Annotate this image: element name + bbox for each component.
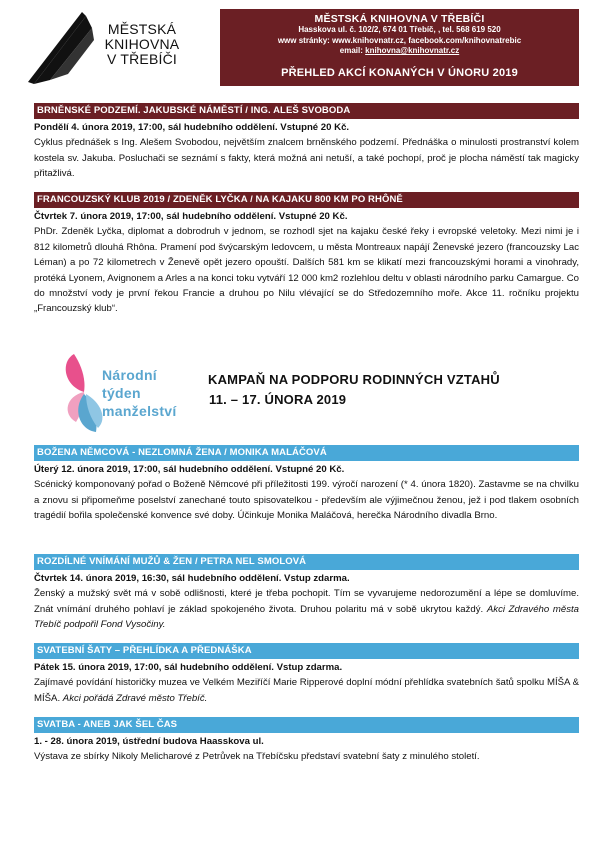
event-text: Zajímavé povídání historičky muzea ve Velkém Meziříčí Marie Ripperové doplní módní přehlídka svatebních šatů spolku MÍŠA & MÍŠA. [34, 677, 579, 704]
event-note: Akci Zdravého města Třebíč podpořil Fond Vysočiny. [34, 603, 579, 631]
campaign-logo-line-3: manželství [102, 403, 177, 419]
logo-line-1: MĚSTSKÁ [107, 21, 177, 37]
event-date: Úterý 12. února 2019, 17:00, sál hudebního oddělení. Vstupné 20 Kč. [34, 464, 345, 475]
event-date: Čtvrtek 14. února 2019, 16:30, sál hudebního oddělení. Vstup zdarma. [34, 573, 350, 584]
header-address: Hasskova ul. č. 102/2, 674 01 Třebíč, , tel. 568 619 520 [298, 25, 501, 34]
event-heading: SVATBA - ANEB JAK ŠEL ČAS [34, 717, 579, 733]
header-web[interactable]: www stránky: www.knihovnatr.cz, facebook.com/knihovnatrebic [277, 35, 522, 45]
campaign-logo [60, 352, 180, 434]
event-note: Akci pořádá Zdravé město Třebíč. [62, 692, 208, 704]
campaign-logo-line-2: týden [102, 385, 141, 401]
event-heading: BOŽENA NĚMCOVÁ - NEZLOMNÁ ŽENA / MONIKA MALÁČOVÁ [34, 445, 579, 461]
event-body [34, 571, 579, 633]
logo-line-2: KNIHOVNA [104, 36, 180, 52]
event-body [34, 734, 579, 765]
header-title: MĚSTSKÁ KNIHOVNA V TŘEBÍČI [314, 13, 485, 25]
event-body [34, 462, 579, 524]
event-text: Cyklus přednášek s Ing. Alešem Svobodou, největším znalcem brněnského podzemí. Přednáška o minulosti prostranství kolem kostela sv. Jakuba. Posluchači se seznámí s fakty, která možná ani netuší, a také pochopí, proč je plocha náměstí tak magicky přitažlivá. [34, 137, 579, 180]
event-heading: FRANCOUZSKÝ KLUB 2019 / ZDENĚK LYČKA / NA KAJAKU 800 KM PO RHÔNĚ [34, 192, 579, 208]
header-subtitle: PŘEHLED AKCÍ KONANÝCH V ÚNORU 2019 [281, 66, 518, 79]
header-email-line [220, 46, 579, 57]
event-date: Pondělí 4. února 2019, 17:00, sál hudebního oddělení. Vstupné 20 Kč. [34, 122, 350, 133]
event-text: Výstava ze sbírky Nikoly Melicharové z Petrůvek na Třebíčsku představí svatební šaty z minulého století. [34, 751, 480, 763]
email-label: email: [339, 46, 363, 55]
campaign-logo-text [102, 366, 177, 420]
event-text: Ženský a mužský svět má v sobě odlišnosti, které je třeba pochopit. Tím se vyvarujeme nedorozumění a lépe se domluvíme. Znát vnímání druhého pohlaví je základ spokojeného života. Druhou polaritu má v sobě ukrytou každý. [34, 588, 579, 615]
event-date: Čtvrtek 7. února 2019, 17:00, sál hudebního oddělení. Vstupné 20 Kč. [34, 211, 348, 222]
event-body [34, 660, 579, 706]
event-body [34, 120, 579, 182]
event-date: 1. - 28. února 2019, ústřední budova Haasskova ul. [34, 736, 264, 747]
event-text: PhDr. Zdeněk Lyčka, diplomat a dobrodruh v jednom, se rozhodl sjet na kajaku české řeky i evropské veletoky. Mezi nimi je i 812 kilometrů dlouhá Rhôna. Pramení pod švýcarským ledovcem, u města Montreaux napájí Ženevské jezero (francouzsky Lac Léman) a po 72 kilometrech v Ženevě opět jezero opouští. Dalších 581 km se klikatí mezi francouzskými horami a vinohrady, protéká Lyonem, Avignonem a Arles a na konci toku vytváří 12 000 km2 rozlehlou deltu v oblasti národního parku Camargue. Co do množství vody je první řekou Francie a druhou po Nilu vlévající se do Středozemního moře. Akce 11. ročníku projektu „Francouzský klub“. [34, 226, 579, 315]
campaign-title-line-1: KAMPAŇ NA PODPORU RODINNÝCH VZTAHŮ [208, 372, 500, 387]
event-text: Scénický komponovaný pořad o Boženě Němcové při příležitosti 199. výročí narození (* 4. února 1820). Zastavme se na chvilku a znovu si připomeňme poselství zanechané touto spisovatelkou - především ale výjimečnou ženou, jež i pod tlakem osobních tragédií bořila společenské konvence své doby. Účinkuje Monika Maláčová, herečka Národního divadla Brno. [34, 479, 579, 522]
library-logo-text [92, 22, 192, 67]
event-heading: BRNĚNSKÉ PODZEMÍ. JAKUBSKÉ NÁMĚSTÍ / ING. ALEŠ SVOBODA [34, 103, 579, 119]
logo-line-3: V TŘEBÍČI [106, 51, 177, 67]
email-link[interactable]: knihovna@knihovnatr.cz [365, 46, 460, 55]
event-body [34, 209, 579, 317]
event-heading: ROZDÍLNÉ VNÍMÁNÍ MUŽŮ & ŽEN / PETRA NEL SMOLOVÁ [34, 554, 579, 570]
campaign-logo-line-1: Národní [102, 367, 157, 383]
event-heading: SVATEBNÍ ŠATY – PŘEHLÍDKA A PŘEDNÁŠKA [34, 643, 579, 659]
library-logo [20, 10, 200, 88]
header-banner [220, 9, 579, 86]
event-date: Pátek 15. února 2019, 17:00, sál hudebního oddělení. Vstup zdarma. [34, 662, 343, 673]
campaign-title [208, 370, 500, 410]
campaign-title-line-2: 11. – 17. ÚNORA 2019 [209, 392, 347, 407]
